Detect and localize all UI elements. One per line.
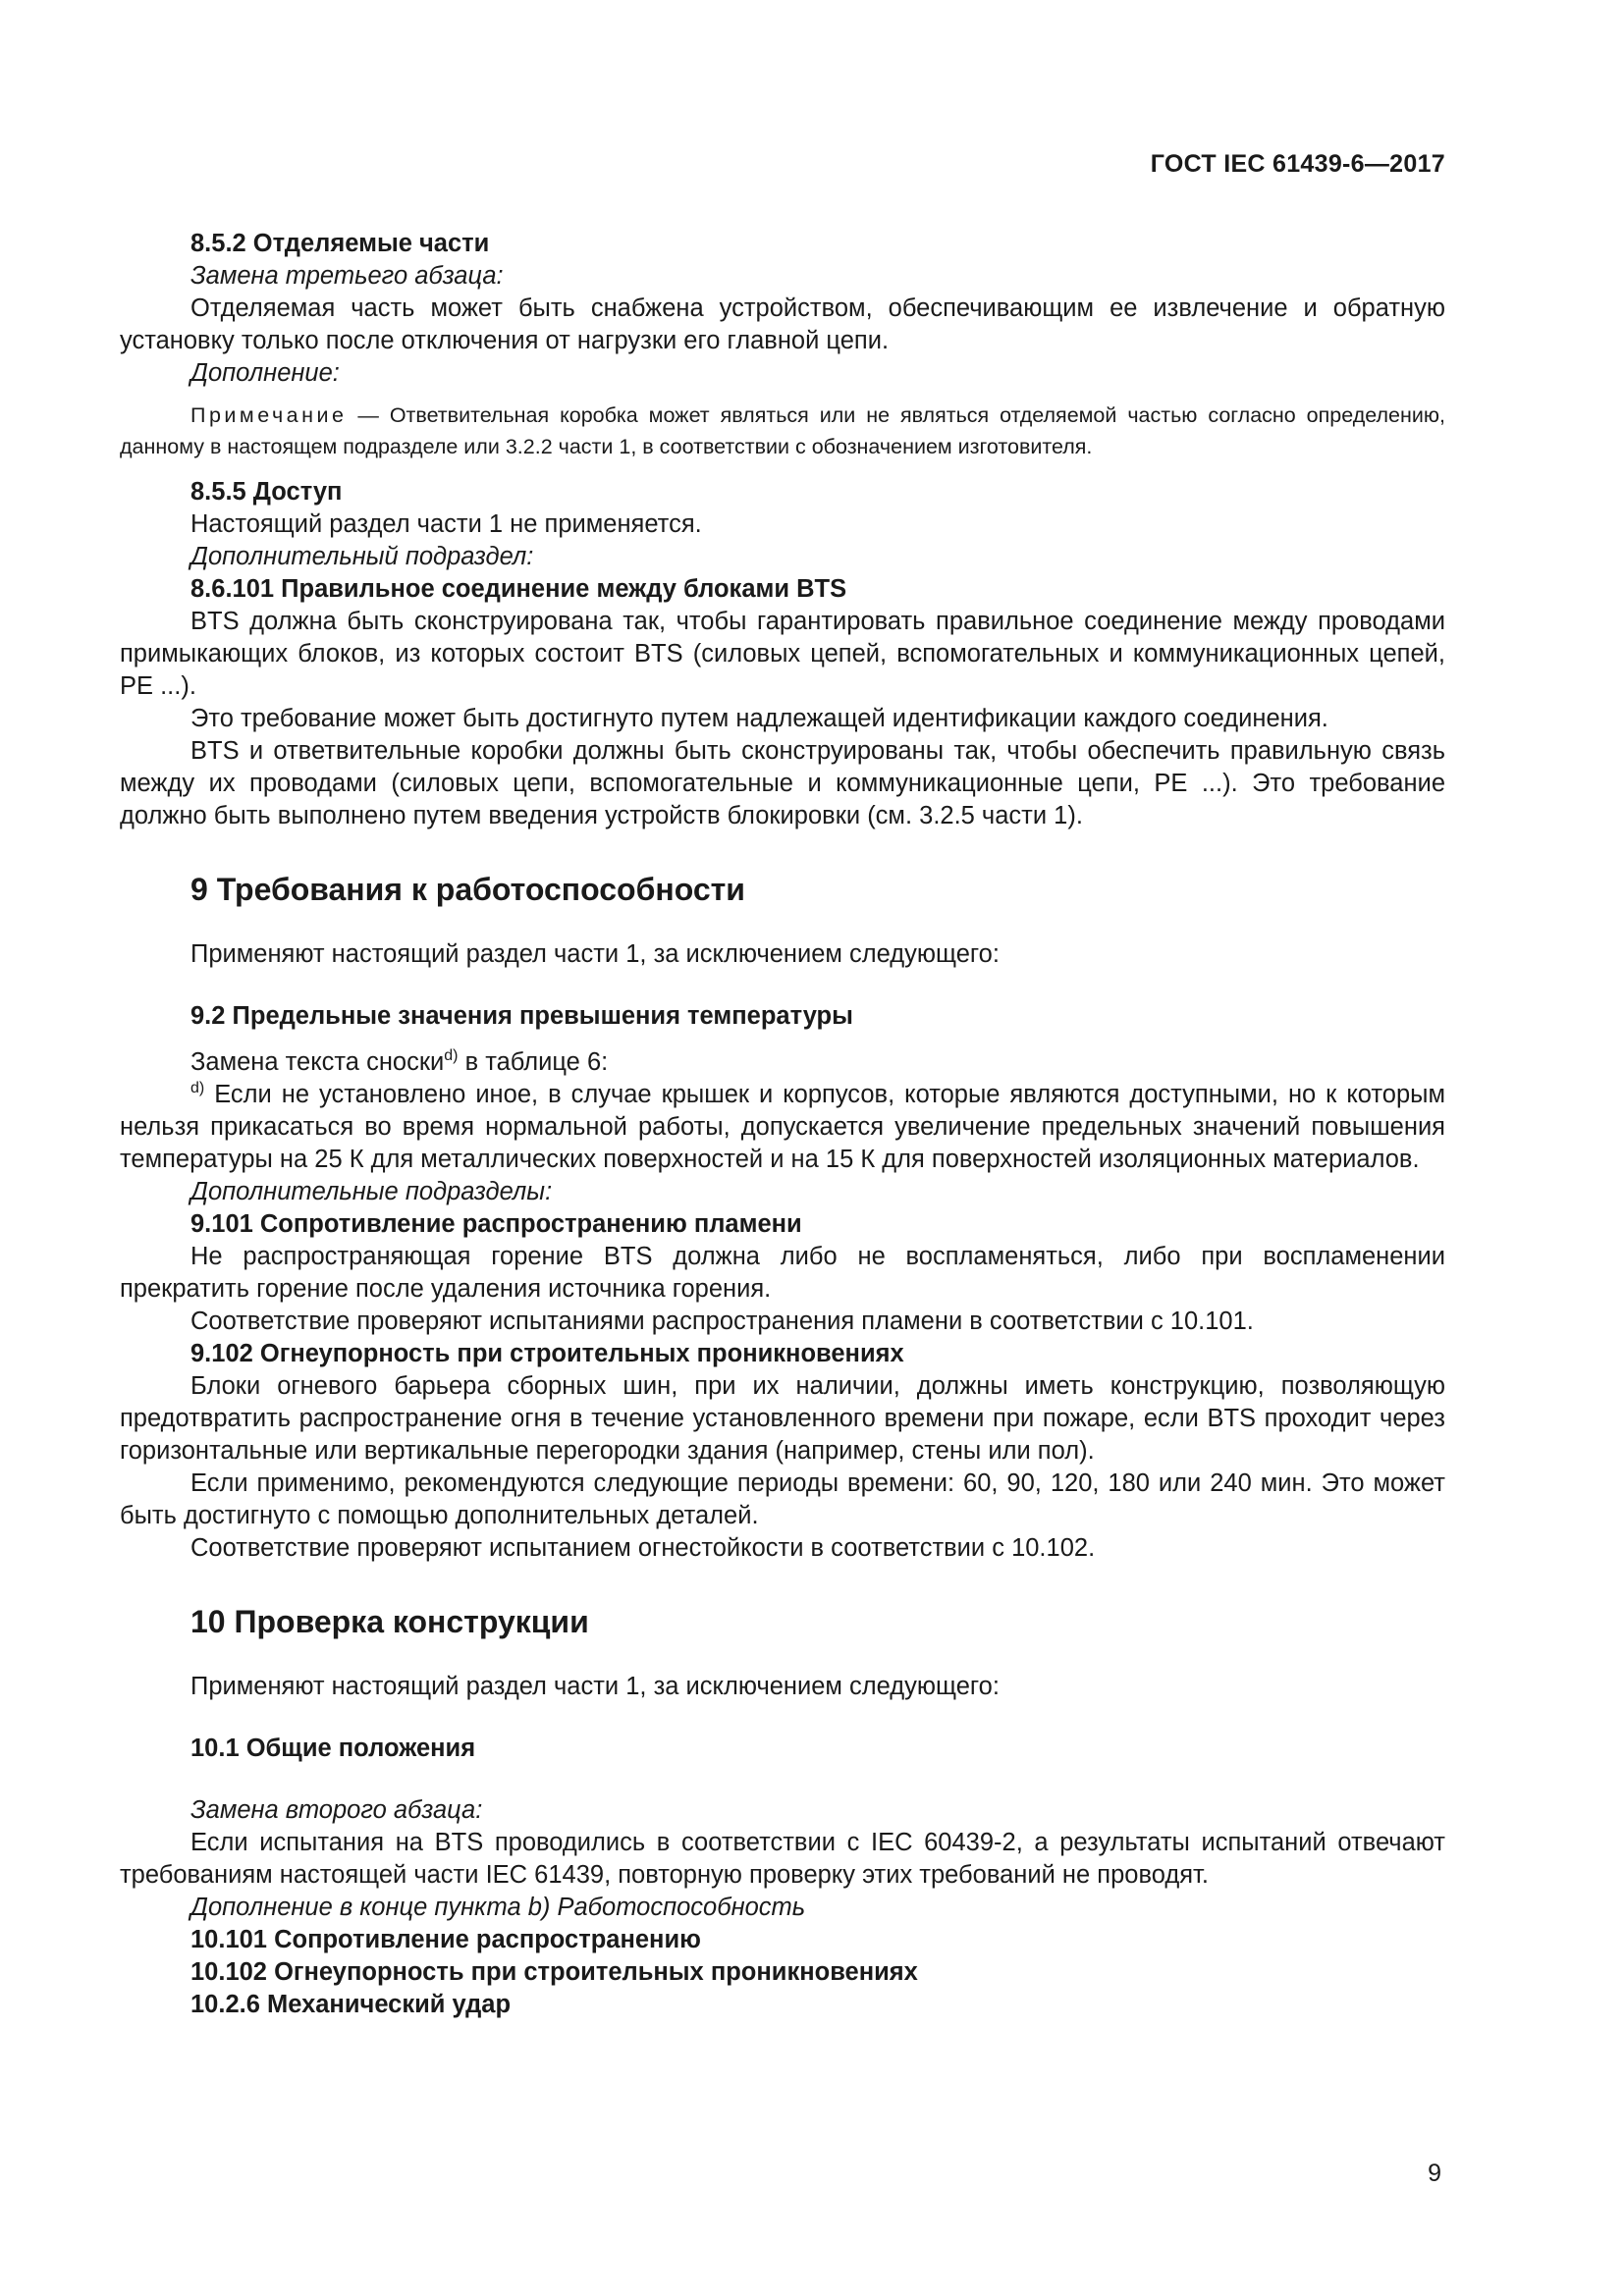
page-number: 9 [1428,2160,1441,2187]
paragraph-bts-connection: BTS должна быть сконструирована так, чтобы гарантировать правильное соединение между проводами примыкающих блоков, из которых состоит BTS (силовых цепей, вспомогательных и коммуникационных цепей, PE ...). [120,608,1445,700]
italic-replacement-third-paragraph: Замена третьего абзаца: [190,262,504,290]
italic-additional-subsections: Дополнительные подразделы: [190,1178,553,1205]
paragraph-10-intro: Применяют настоящий раздел части 1, за исключением следующего: [190,1673,1000,1700]
italic-addition-end-item-b: Дополнение в конце пункта b) Работоспособность [190,1894,806,1921]
paragraph-footnote-d: $^{d)}$ Если не установлено иное, в случае крышек и корпусов, которые являются доступными, но к которым нельзя прикасаться во время нормальной работы, допускается увеличение предельных значений повышения температуры на 25 К для металлических поверхностей и на 15 К для поверхностей изоляционных материалов. [120,1080,1445,1173]
paragraph-9-intro: Применяют настоящий раздел части 1, за исключением следующего: [190,940,1000,968]
footnote-marker: d) [190,1080,205,1096]
heading-10-2-6: 10.2.6 Механический удар [190,1991,512,2018]
paragraph-flame-2: Соответствие проверяют испытаниями распространения пламени в соответствии с 10.101. [190,1308,1254,1335]
paragraph-footnote-replacement: Замена текста сноски$^{d)}$ в таблице 6: [190,1047,609,1076]
paragraph-interlock: BTS и ответвительные коробки должны быть сконструированы так, чтобы обеспечить правильную связь между их проводами (силовых цепи, вспомогательные и коммуникационные цепи, PE ...). Это требование должно быть выполнено путем введения устройств блокировки (см. 3.2.5 части 1). [120,737,1445,829]
heading-8-6-101: 8.6.101 Правильное соединение между блоками BTS [190,575,847,603]
heading-8-5-5: 8.5.5 Доступ [190,478,343,506]
heading-9-2: 9.2 Предельные значения превышения температуры [190,1002,853,1030]
paragraph-fire-barrier-2: Если применимо, рекомендуются следующие периоды времени: 60, 90, 120, 180 или 240 мин. Это может быть достигнуто с помощью дополнительных деталей. [120,1469,1445,1529]
heading-9: 9 Требования к работоспособности [190,872,745,907]
paragraph-not-applicable: Настоящий раздел части 1 не применяется. [190,510,702,538]
note-branch-box [120,400,1445,462]
paragraph-identification: Это требование может быть достигнуто путем надлежащей идентификации каждого соединения. [190,705,1328,732]
paragraph-flame-1: Не распространяющая горение BTS должна либо не воспламеняться, либо при воспламенении прекратить горение после удаления источника горения. [120,1243,1445,1303]
document-header: ГОСТ IEC 61439-6—2017 [1150,150,1445,178]
italic-replacement-second-paragraph: Замена второго абзаца: [190,1796,483,1824]
paragraph-detachable-part: Отделяемая часть может быть снабжена устройством, обеспечивающим ее извлечение и обратную установку только после отключения от нагрузки его главной цепи. [120,294,1445,354]
document-body [120,147,1445,2021]
heading-10-1: 10.1 Общие положения [190,1735,476,1762]
note-label: Примечание [190,403,348,427]
italic-additional-subsection: Дополнительный подраздел: [190,543,534,570]
paragraph-iec-60439: Если испытания на BTS проводились в соответствии с IEC 60439-2, а результаты испытаний отвечают требованиям настоящей части IEC 61439, повторную проверку этих требований не проводят. [120,1829,1445,1889]
heading-10: 10 Проверка конструкции [190,1604,589,1639]
paragraph-fire-barrier-3: Соответствие проверяют испытанием огнестойкости в соответствии с 10.102. [190,1534,1096,1562]
heading-10-101: 10.101 Сопротивление распространению [190,1926,701,1953]
note-text: — Ответвительная коробка может являться или не являться отделяемой частью согласно определению, данному в настоящем подразделе или 3.2.2 части 1, в соответствии с обозначением изготовителя. [120,403,1445,458]
italic-addition: Дополнение: [190,359,340,387]
footnote-marker: d) [444,1047,459,1064]
paragraph-fire-barrier-1: Блоки огневого барьера сборных шин, при их наличии, должны иметь конструкцию, позволяющую предотвратить распространение огня в течение установленного времени при пожаре, если BTS проходит через горизонтальные или вертикальные перегородки здания (например, стены или пол). [120,1372,1445,1465]
heading-8-5-2: 8.5.2 Отделяемые части [190,230,490,257]
heading-9-102: 9.102 Огнеупорность при строительных проникновениях [190,1340,904,1367]
heading-9-101: 9.101 Сопротивление распространению пламени [190,1210,802,1238]
heading-10-102: 10.102 Огнеупорность при строительных проникновениях [190,1958,918,1986]
